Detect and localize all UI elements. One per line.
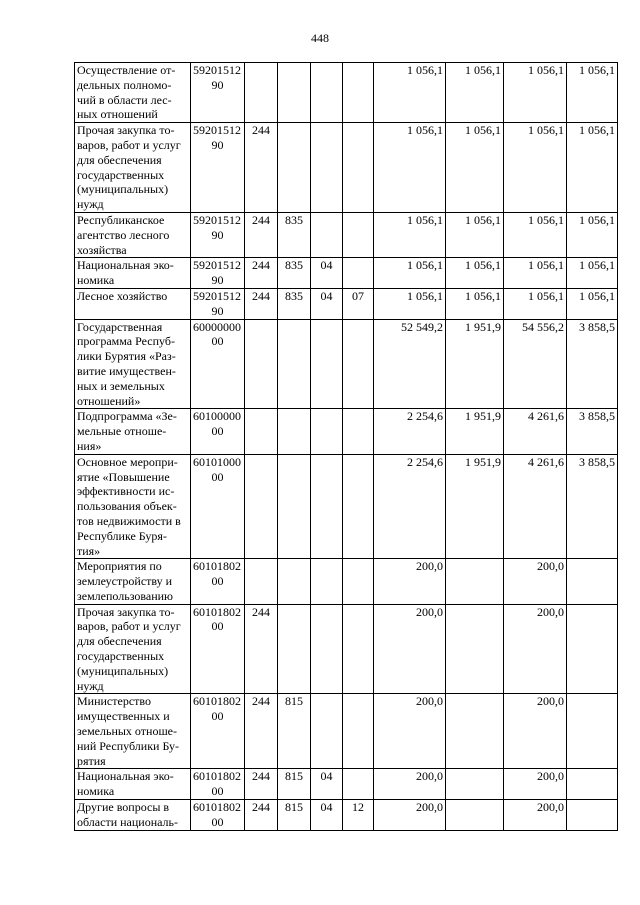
target-article-code-cell (191, 319, 245, 409)
ministry-code-cell (278, 454, 311, 559)
budget-table-body (75, 63, 618, 831)
target-article-code-line: 60101802 (193, 559, 241, 574)
subsection-cell (343, 409, 374, 454)
subsection-cell (343, 212, 374, 257)
subsection-cell: 12 (343, 800, 374, 831)
ministry-code-cell (278, 409, 311, 454)
ministry-code-cell (278, 604, 311, 694)
amount-3-cell: 1 056,1 (504, 258, 567, 289)
table-row (75, 769, 618, 800)
item-name-line: Мероприятия по (77, 559, 162, 574)
target-article-code-cell (191, 454, 245, 559)
expense-type-cell: 244 (245, 123, 278, 213)
subsection-cell (343, 769, 374, 800)
amount-2-cell: 1 056,1 (446, 258, 504, 289)
table-row (75, 409, 618, 454)
amount-3-cell: 200,0 (504, 769, 567, 800)
expense-type-cell (245, 559, 278, 604)
amount-2-cell: 1 056,1 (446, 123, 504, 213)
item-name-line: рятия (77, 753, 106, 768)
subsection-cell (343, 258, 374, 289)
amount-2-cell (446, 769, 504, 800)
amount-4-cell: 3 858,5 (567, 319, 618, 409)
amount-4-cell: 1 056,1 (567, 123, 618, 213)
item-name-line: землеустройству и (77, 574, 173, 589)
amount-2-cell: 1 056,1 (446, 212, 504, 257)
table-row (75, 454, 618, 559)
amount-1-cell: 200,0 (374, 559, 446, 604)
amount-3-cell: 4 261,6 (504, 409, 567, 454)
page-number: 448 (311, 31, 329, 45)
expense-type-cell (245, 63, 278, 123)
item-name-line: Другие вопросы в (77, 800, 170, 815)
item-name-line: ний Республики Бу- (77, 738, 180, 753)
section-cell (311, 559, 343, 604)
item-name-line: Подпрограмма «Зе- (77, 409, 177, 424)
item-name-line: варов, работ и услуг (77, 137, 181, 152)
item-name-cell (75, 454, 191, 559)
expense-type-cell (245, 454, 278, 559)
item-name-line: для обеспечения (77, 634, 162, 649)
item-name-cell (75, 123, 191, 213)
table-row (75, 212, 618, 257)
target-article-code-cell (191, 559, 245, 604)
item-name-line: пользования объек- (77, 499, 177, 514)
expense-type-cell: 244 (245, 288, 278, 319)
table-row (75, 694, 618, 769)
target-article-code-line: 60101802 (193, 694, 241, 709)
item-name-line: Прочая закупка то- (77, 604, 175, 619)
item-name-line: Прочая закупка то- (77, 123, 175, 138)
item-name-line: нужд (77, 197, 104, 212)
item-name-line: ных и земельных (77, 378, 165, 393)
target-article-code-line: 00 (211, 784, 224, 799)
target-article-code-line: 59201512 (193, 123, 241, 138)
amount-1-cell: 200,0 (374, 694, 446, 769)
amount-1-cell: 1 056,1 (374, 212, 446, 257)
table-row (75, 559, 618, 604)
target-article-code-line: 60100000 (193, 409, 241, 424)
amount-4-cell: 3 858,5 (567, 409, 618, 454)
item-name-line: Республиканское (77, 212, 165, 227)
amount-4-cell: 1 056,1 (567, 258, 618, 289)
target-article-code-line: 60101802 (193, 769, 241, 784)
item-name-line: Национальная эко- (77, 769, 174, 784)
item-name-cell (75, 288, 191, 319)
item-name-line: ных отношений (77, 107, 158, 122)
expense-type-cell: 244 (245, 694, 278, 769)
target-article-code-line: 60101802 (193, 800, 241, 815)
section-cell (311, 454, 343, 559)
target-article-code-line: 00 (211, 334, 224, 349)
item-name-line: (муниципальных) (77, 663, 169, 678)
item-name-line: Министерство (77, 694, 151, 709)
amount-2-cell (446, 604, 504, 694)
expense-type-cell: 244 (245, 212, 278, 257)
amount-4-cell: 1 056,1 (567, 212, 618, 257)
ministry-code-cell (278, 63, 311, 123)
item-name-cell (75, 769, 191, 800)
target-article-code-cell (191, 123, 245, 213)
item-name-cell (75, 63, 191, 123)
expense-type-cell: 244 (245, 258, 278, 289)
table-row (75, 123, 618, 213)
item-name-line: нужд (77, 678, 104, 693)
amount-2-cell: 1 951,9 (446, 409, 504, 454)
subsection-cell (343, 694, 374, 769)
amount-1-cell: 200,0 (374, 604, 446, 694)
item-name-line: ятие «Повышение (77, 469, 170, 484)
amount-4-cell (567, 694, 618, 769)
amount-3-cell: 54 556,2 (504, 319, 567, 409)
table-row (75, 258, 618, 289)
section-cell (311, 212, 343, 257)
item-name-line: варов, работ и услуг (77, 619, 181, 634)
amount-3-cell: 200,0 (504, 604, 567, 694)
amount-4-cell (567, 800, 618, 831)
ministry-code-cell: 835 (278, 258, 311, 289)
item-name-line: тия» (77, 543, 101, 558)
expense-type-cell: 244 (245, 604, 278, 694)
ministry-code-cell: 815 (278, 769, 311, 800)
amount-1-cell: 200,0 (374, 769, 446, 800)
item-name-line: лики Бурятия «Раз- (77, 349, 176, 364)
table-row (75, 800, 618, 831)
item-name-cell (75, 212, 191, 257)
item-name-line: государственных (77, 649, 165, 664)
expense-type-cell: 244 (245, 769, 278, 800)
item-name-cell (75, 694, 191, 769)
amount-1-cell: 2 254,6 (374, 454, 446, 559)
item-name-line: для обеспечения (77, 152, 162, 167)
target-article-code-cell (191, 769, 245, 800)
target-article-code-cell (191, 800, 245, 831)
section-cell: 04 (311, 769, 343, 800)
amount-2-cell (446, 694, 504, 769)
item-name-line: дельных полномо- (77, 77, 172, 92)
target-article-code-cell (191, 409, 245, 454)
table-row (75, 63, 618, 123)
amount-2-cell: 1 951,9 (446, 454, 504, 559)
item-name-line: программа Респуб- (77, 334, 175, 349)
item-name-line: отношений» (77, 393, 141, 408)
item-name-cell (75, 319, 191, 409)
amount-1-cell: 1 056,1 (374, 123, 446, 213)
budget-table (74, 62, 618, 831)
target-article-code-line: 00 (211, 574, 224, 589)
item-name-cell (75, 258, 191, 289)
amount-1-cell: 1 056,1 (374, 258, 446, 289)
item-name-cell (75, 800, 191, 831)
section-cell (311, 63, 343, 123)
ministry-code-cell: 815 (278, 694, 311, 769)
amount-2-cell: 1 056,1 (446, 288, 504, 319)
item-name-line: мельные отноше- (77, 424, 167, 439)
table-row (75, 604, 618, 694)
item-name-line: землепользованию (77, 588, 174, 603)
target-article-code-line: 90 (211, 227, 224, 242)
target-article-code-line: 60101000 (193, 454, 241, 469)
amount-1-cell: 52 549,2 (374, 319, 446, 409)
amount-4-cell (567, 769, 618, 800)
item-name-cell (75, 604, 191, 694)
amount-3-cell: 1 056,1 (504, 288, 567, 319)
subsection-cell: 07 (343, 288, 374, 319)
amount-3-cell: 200,0 (504, 559, 567, 604)
amount-4-cell: 3 858,5 (567, 454, 618, 559)
item-name-line: эффективности ис- (77, 484, 175, 499)
target-article-code-line: 00 (211, 814, 224, 829)
subsection-cell (343, 454, 374, 559)
subsection-cell (343, 559, 374, 604)
target-article-code-cell (191, 63, 245, 123)
amount-2-cell: 1 056,1 (446, 63, 504, 123)
target-article-code-cell (191, 288, 245, 319)
item-name-line: Основное меропри- (77, 454, 178, 469)
section-cell (311, 123, 343, 213)
target-article-code-line: 00 (211, 424, 224, 439)
item-name-line: номика (77, 784, 115, 799)
amount-3-cell: 1 056,1 (504, 212, 567, 257)
item-name-line: хозяйства (77, 242, 127, 257)
target-article-code-line: 90 (211, 273, 224, 288)
amount-4-cell (567, 559, 618, 604)
amount-1-cell: 1 056,1 (374, 63, 446, 123)
target-article-code-line: 00 (211, 469, 224, 484)
target-article-code-cell (191, 212, 245, 257)
expense-type-cell: 244 (245, 800, 278, 831)
amount-3-cell: 200,0 (504, 800, 567, 831)
target-article-code-line: 59201512 (193, 258, 241, 273)
table-row (75, 319, 618, 409)
item-name-line: Лесное хозяйство (77, 288, 168, 303)
item-name-cell (75, 559, 191, 604)
target-article-code-line: 90 (211, 77, 224, 92)
item-name-cell (75, 409, 191, 454)
amount-1-cell: 200,0 (374, 800, 446, 831)
item-name-line: агентство лесного (77, 227, 170, 242)
target-article-code-line: 90 (211, 137, 224, 152)
section-cell: 04 (311, 288, 343, 319)
item-name-line: Республике Буря- (77, 528, 167, 543)
expense-type-cell (245, 409, 278, 454)
item-name-line: государственных (77, 167, 165, 182)
target-article-code-line: 59201512 (193, 212, 241, 227)
section-cell (311, 694, 343, 769)
target-article-code-cell (191, 604, 245, 694)
target-article-code-line: 90 (211, 303, 224, 318)
item-name-line: чий в области лес- (77, 92, 172, 107)
target-article-code-line: 60101802 (193, 604, 241, 619)
section-cell: 04 (311, 258, 343, 289)
target-article-code-line: 60000000 (193, 319, 241, 334)
item-name-line: Осуществление от- (77, 63, 176, 77)
amount-1-cell: 2 254,6 (374, 409, 446, 454)
section-cell (311, 409, 343, 454)
amount-3-cell: 1 056,1 (504, 63, 567, 123)
ministry-code-cell: 835 (278, 212, 311, 257)
subsection-cell (343, 604, 374, 694)
section-cell: 04 (311, 800, 343, 831)
item-name-line: области националь- (77, 814, 179, 829)
item-name-line: витие имуществен- (77, 363, 176, 378)
item-name-line: номика (77, 273, 115, 288)
amount-4-cell (567, 604, 618, 694)
amount-3-cell: 200,0 (504, 694, 567, 769)
target-article-code-line: 00 (211, 619, 224, 634)
amount-2-cell (446, 559, 504, 604)
target-article-code-line: 00 (211, 709, 224, 724)
amount-2-cell: 1 951,9 (446, 319, 504, 409)
item-name-line: ния» (77, 438, 102, 453)
ministry-code-cell (278, 123, 311, 213)
ministry-code-cell: 835 (278, 288, 311, 319)
item-name-line: (муниципальных) (77, 182, 169, 197)
amount-3-cell: 4 261,6 (504, 454, 567, 559)
target-article-code-cell (191, 258, 245, 289)
item-name-line: Государственная (77, 319, 163, 334)
item-name-line: имущественных и (77, 709, 170, 724)
item-name-line: тов недвижимости в (77, 513, 181, 528)
amount-4-cell: 1 056,1 (567, 288, 618, 319)
item-name-line: земельных отноше- (77, 724, 178, 739)
target-article-code-line: 59201512 (193, 288, 241, 303)
target-article-code-line: 59201512 (193, 63, 241, 77)
item-name-line: Национальная эко- (77, 258, 174, 273)
expense-type-cell (245, 319, 278, 409)
section-cell (311, 604, 343, 694)
section-cell (311, 319, 343, 409)
ministry-code-cell (278, 559, 311, 604)
amount-3-cell: 1 056,1 (504, 123, 567, 213)
amount-2-cell (446, 800, 504, 831)
table-row (75, 288, 618, 319)
subsection-cell (343, 123, 374, 213)
target-article-code-cell (191, 694, 245, 769)
subsection-cell (343, 319, 374, 409)
amount-4-cell: 1 056,1 (567, 63, 618, 123)
ministry-code-cell: 815 (278, 800, 311, 831)
subsection-cell (343, 63, 374, 123)
ministry-code-cell (278, 319, 311, 409)
amount-1-cell: 1 056,1 (374, 288, 446, 319)
